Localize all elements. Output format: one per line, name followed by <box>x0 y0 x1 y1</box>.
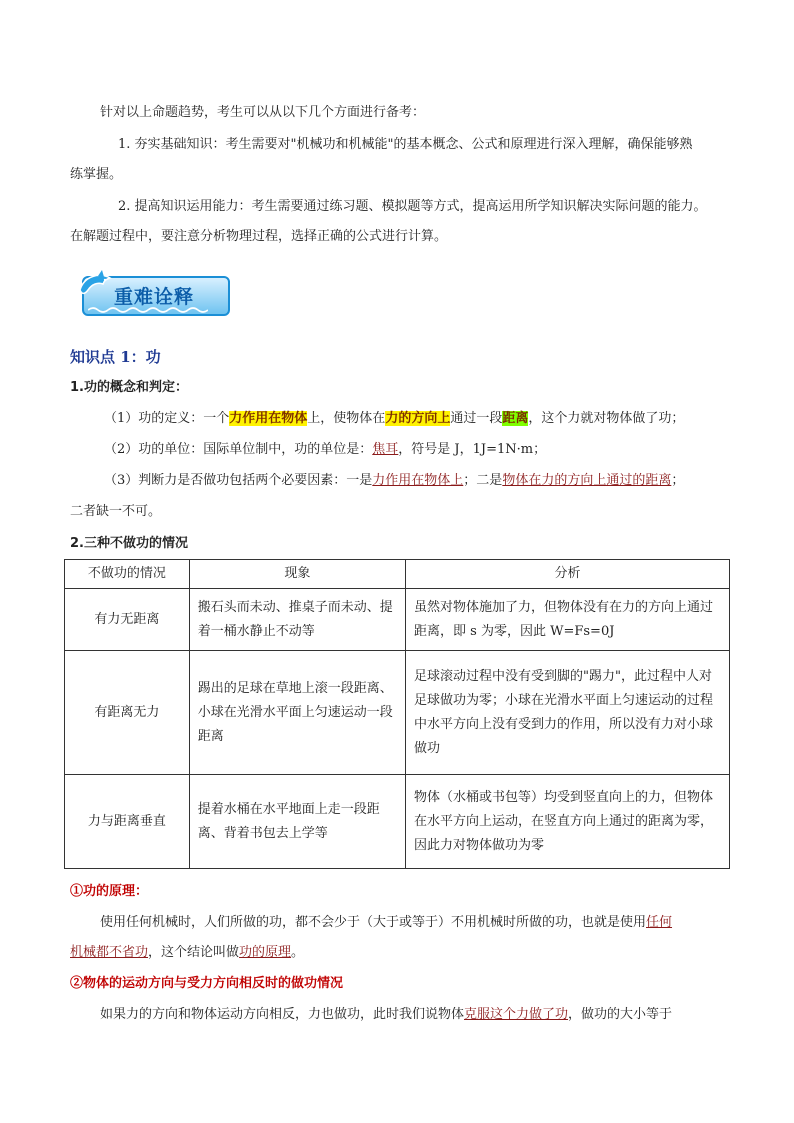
judge-text-a: （3）判断力是否做功包括两个必要因素：一是 <box>104 473 373 488</box>
judge-line1 <box>104 471 684 491</box>
wave-decoration <box>88 306 208 314</box>
opposite-text-a: 如果力的方向和物体运动方向相反，力也做功，此时我们说物体 <box>100 1007 465 1022</box>
opposite-text-c: ，做功的大小等于 <box>568 1007 673 1022</box>
table-cell-case: 有距离无力 <box>65 651 190 775</box>
table-header-row <box>65 560 730 589</box>
principle-text-f: 。 <box>291 945 305 960</box>
dolphin-icon <box>76 270 118 304</box>
intro-text: 针对以上命题趋势，考生可以从以下几个方面进行备考： <box>100 105 426 120</box>
table-row <box>65 589 730 651</box>
table-cell-phenomenon: 提着水桶在水平地面上走一段距离、背着书包去上学等 <box>189 775 405 869</box>
opposite-direction-title-text: ②物体的运动方向与受力方向相反时的做功情况 <box>70 976 344 991</box>
table-cell-analysis: 物体（水桶或书包等）均受到竖直向上的力，但物体在水平方向上运动，在竖直方向上通过的距离为零，因此力对物体做功为零 <box>406 775 730 869</box>
table-header: 分析 <box>406 560 730 589</box>
table-row <box>65 651 730 775</box>
tip1-line1: 1. 夯实基础知识：考生需要对"机械功和机械能"的基本概念、公式和原理进行深入理解，确保能够熟 <box>118 137 693 152</box>
section2-title: 2.三种不做功的情况 <box>70 536 188 551</box>
principle-underline-no-save: 机械都不省功 <box>70 945 149 960</box>
unit-text-c: ，符号是 J，1J=1N·m； <box>398 442 547 457</box>
knowledge-point-title: 知识点 1：功 <box>70 348 161 366</box>
principle-text-a: 使用任何机械时，人们所做的功，都不会少于（大于或等于）不用机械时所做的功，也就是使用 <box>100 915 647 930</box>
opposite-direction-line <box>100 1005 672 1025</box>
table-cell-case: 力与距离垂直 <box>65 775 190 869</box>
tip1-line2: 练掌握。 <box>70 167 123 182</box>
def-highlight-direction: 力的方向上 <box>385 411 451 426</box>
judge-text-c: ；二是 <box>463 473 503 488</box>
definition-line <box>104 409 684 429</box>
unit-line <box>104 440 546 460</box>
section1-title: 1.功的概念和判定： <box>70 380 188 395</box>
table-cell-analysis: 足球滚动过程中没有受到脚的"踢力"，此过程中人对足球做功为零；小球在光滑水平面上匀速运动的过程中水平方向上没有受到力的作用，所以没有力对小球做功 <box>406 651 730 775</box>
judge-line2: 二者缺一不可。 <box>70 504 162 519</box>
opposite-underline-overcome: 克服这个力做了功 <box>464 1007 569 1022</box>
judge-underline-distance: 物体在力的方向上通过的距离 <box>502 473 672 488</box>
section-banner <box>76 270 231 320</box>
def-text-a: （1）功的定义：一个 <box>104 411 230 426</box>
table-cell-phenomenon: 踢出的足球在草地上滚一段距离、小球在光滑水平面上匀速运动一段距离 <box>189 651 405 775</box>
table-cell-phenomenon: 搬石头而未动、推桌子而未动、提着一桶水静止不动等 <box>189 589 405 651</box>
principle-title: ①功的原理： <box>70 884 149 899</box>
tip2-line1: 2. 提高知识运用能力：考生需要通过练习题、模拟题等方式，提高运用所学知识解决实际问题的能力。 <box>118 199 707 214</box>
no-work-table <box>64 559 730 869</box>
principle-underline-any: 任何 <box>646 915 673 930</box>
judge-underline-force: 力作用在物体上 <box>372 473 464 488</box>
def-highlight-force: 力作用在物体 <box>229 411 308 426</box>
opposite-direction-title <box>70 974 343 994</box>
unit-text-a: （2）功的单位：国际单位制中，功的单位是： <box>104 442 373 457</box>
principle-line1 <box>100 913 672 933</box>
banner-title: 重难诠释 <box>114 286 195 308</box>
table-cell-analysis: 虽然对物体施加了力，但物体没有在力的方向上通过距离，即 s 为零，因此 W=Fs=0J <box>406 589 730 651</box>
table-header: 不做功的情况 <box>65 560 190 589</box>
def-highlight-distance: 距离 <box>502 411 529 426</box>
table-cell-case: 有力无距离 <box>65 589 190 651</box>
table-row <box>65 775 730 869</box>
unit-underline-joule: 焦耳 <box>372 442 399 457</box>
principle-text-d: ，这个结论叫做 <box>148 945 240 960</box>
def-text-c: 上，使物体在 <box>307 411 386 426</box>
def-text-e: 通过一段 <box>450 411 503 426</box>
principle-line2 <box>70 943 304 963</box>
tip2-line2: 在解题过程中，要注意分析物理过程，选择正确的公式进行计算。 <box>70 229 448 244</box>
judge-text-e: ； <box>671 473 685 488</box>
table-header: 现象 <box>189 560 405 589</box>
def-text-g: ，这个力就对物体做了功； <box>528 411 685 426</box>
principle-underline-name: 功的原理 <box>239 945 292 960</box>
